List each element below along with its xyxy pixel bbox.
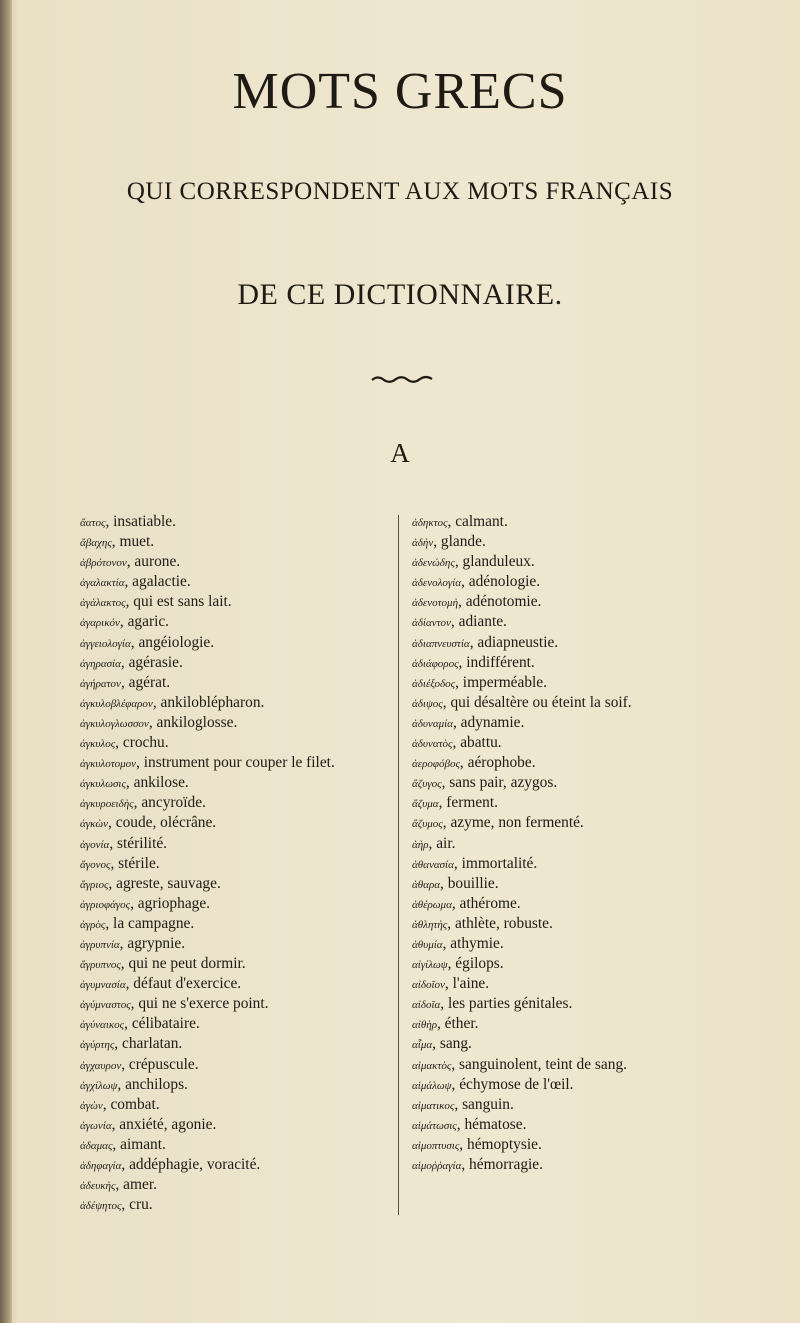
- greek-word: ἀβρότονον: [80, 557, 127, 570]
- dictionary-entry: [80, 1116, 395, 1135]
- greek-word: ἀὴρ: [412, 838, 429, 851]
- dictionary-entry: [412, 613, 757, 632]
- french-meaning: , stérile.: [110, 854, 160, 872]
- french-meaning: , défaut d'exercice.: [125, 975, 242, 993]
- dictionary-entry: [80, 774, 395, 793]
- page-subtitle-2: DE CE DICTIONNAIRE.: [237, 278, 563, 311]
- greek-word: ἀδηφαγία: [80, 1160, 122, 1172]
- greek-word: ἀγηρασία: [80, 657, 121, 670]
- french-meaning: , hémoptysie.: [459, 1135, 542, 1153]
- french-meaning: , charlatan.: [114, 1035, 183, 1053]
- dictionary-entry: [80, 1015, 395, 1034]
- greek-word: αἱμάτωσις: [412, 1119, 457, 1132]
- dictionary-entry: [80, 613, 395, 632]
- dictionary-entry: [412, 593, 757, 612]
- greek-word: ἀγρυπνία: [80, 938, 120, 951]
- french-meaning: , angéiologie.: [130, 633, 215, 651]
- dictionary-entry: [80, 573, 395, 592]
- greek-word: ἀεροφόβος: [412, 758, 460, 771]
- french-meaning: , aurone.: [126, 553, 181, 571]
- dictionary-entry: [80, 875, 395, 894]
- dictionary-entry: [80, 1096, 395, 1115]
- french-meaning: , sanguin.: [454, 1095, 514, 1113]
- dictionary-entry: [412, 573, 757, 592]
- dictionary-entry: [412, 674, 757, 693]
- french-meaning: , les parties génitales.: [440, 995, 573, 1013]
- french-meaning: , muet.: [111, 533, 155, 551]
- french-meaning: , calmant.: [447, 513, 508, 530]
- dictionary-entry: [80, 513, 395, 532]
- french-meaning: , imperméable.: [455, 673, 547, 691]
- french-meaning: , combat.: [102, 1095, 160, 1113]
- greek-word: ἀγονία: [80, 838, 110, 851]
- french-meaning: , athérome.: [451, 894, 521, 912]
- greek-word: ἀγριοφάγος: [80, 898, 131, 911]
- greek-word: ἀθλητὴς: [412, 918, 448, 931]
- dictionary-entry: [80, 855, 395, 874]
- dictionary-entry: [412, 754, 757, 773]
- french-meaning: , ferment.: [438, 794, 498, 812]
- dictionary-entry: [412, 794, 757, 813]
- dictionary-entry: [412, 1076, 757, 1095]
- dictionary-entry: [80, 814, 395, 833]
- french-meaning: , stérilité.: [109, 834, 168, 852]
- french-meaning: , immortalité.: [453, 854, 538, 872]
- french-meaning: , coude, olécrâne.: [108, 814, 217, 832]
- greek-word: ἀγύρτης: [80, 1039, 115, 1052]
- greek-word: αἱματικος: [412, 1099, 455, 1112]
- dictionary-entry: [80, 674, 395, 693]
- greek-word: ἀδευκὴς: [80, 1180, 116, 1193]
- greek-word: ἀδενοτομὴ: [412, 597, 459, 610]
- french-meaning: , agaric.: [119, 613, 170, 631]
- french-meaning: , aérophobe.: [459, 754, 536, 772]
- french-meaning: , air.: [428, 834, 456, 852]
- french-meaning: , l'aine.: [444, 975, 490, 993]
- greek-word: αἷμα: [412, 1039, 433, 1052]
- french-meaning: , la campagne.: [105, 914, 195, 932]
- dictionary-entry: [80, 895, 395, 914]
- section-letter: A: [390, 438, 410, 468]
- dictionary-entry: [412, 734, 757, 753]
- greek-word: ἀδίαντον: [412, 617, 451, 630]
- greek-word: ἀγύμναστος: [80, 999, 131, 1012]
- dictionary-entry: [412, 855, 757, 874]
- french-meaning: , athlète, robuste.: [447, 914, 553, 932]
- greek-word: αἰθὴρ: [412, 1019, 437, 1032]
- greek-word: αἱμάλωψ: [412, 1079, 452, 1092]
- dictionary-entry: [80, 714, 395, 733]
- dictionary-entry: [80, 634, 395, 653]
- greek-word: ἀγκυλοτομον: [80, 758, 137, 771]
- dictionary-entry: [412, 955, 757, 974]
- french-meaning: , hémorragie.: [461, 1156, 543, 1173]
- french-meaning: , abattu.: [452, 734, 502, 752]
- greek-word: ἄζυμος: [412, 818, 443, 831]
- french-meaning: , azyme, non fermenté.: [442, 814, 584, 832]
- greek-word: αἱμακτὸς: [412, 1059, 452, 1072]
- french-meaning: , glande.: [433, 533, 486, 551]
- greek-word: ἀδυναμία: [412, 717, 453, 730]
- french-meaning: , éther.: [436, 1015, 479, 1033]
- french-meaning: , aimant.: [112, 1135, 166, 1153]
- left-column: [80, 513, 395, 1216]
- dictionary-entry: [412, 714, 757, 733]
- french-meaning: , ankiloblépharon.: [152, 693, 265, 711]
- greek-word: ἀγχαυρον: [80, 1059, 122, 1072]
- greek-word: ἀγκυλος: [80, 738, 116, 751]
- greek-word: ἀγκυλογλωσσον: [80, 717, 149, 730]
- greek-word: ἀγυμνασία: [80, 979, 126, 992]
- dictionary-entry: [412, 1156, 757, 1175]
- french-meaning: , agalactie.: [124, 573, 191, 591]
- dictionary-entry: [80, 533, 395, 552]
- greek-word: αἱμοῤῥαγία: [412, 1160, 462, 1172]
- greek-word: ἄγρυπνος: [80, 959, 121, 972]
- greek-word: ἀγκυλοβλέφαρον: [80, 697, 153, 710]
- greek-word: ἀγκὼν: [80, 818, 109, 831]
- greek-word: ἀγχίλωψ: [80, 1079, 118, 1092]
- dictionary-entry: [80, 1196, 395, 1215]
- greek-word: ἀδέψητος: [80, 1200, 122, 1213]
- greek-word: αἱμοπτυσις: [412, 1139, 460, 1152]
- dictionary-entry: [80, 1176, 395, 1195]
- french-meaning: , qui désaltère ou éteint la soif.: [442, 693, 632, 711]
- french-meaning: , anxiété, agonie.: [111, 1115, 217, 1133]
- dictionary-entry: [412, 915, 757, 934]
- french-meaning: , sanguinolent, teint de sang.: [451, 1055, 627, 1073]
- greek-word: ἀθέρωμα: [412, 898, 452, 911]
- greek-word: ἀγάλακτος: [80, 597, 126, 610]
- dictionary-entry: [80, 955, 395, 974]
- greek-word: ἀγήρατον: [80, 677, 121, 690]
- greek-word: ἀγκυροειδὴς: [80, 798, 134, 811]
- greek-word: αἰδοῖον: [412, 979, 445, 992]
- dictionary-entry: [80, 1056, 395, 1075]
- dictionary-entry: [412, 513, 757, 532]
- greek-word: ἀδενολογία: [412, 577, 462, 590]
- page-title: MOTS GRECS: [232, 63, 568, 120]
- dictionary-entry: [80, 915, 395, 934]
- dictionary-entry: [412, 1035, 757, 1054]
- greek-word: ἄζυγος: [412, 778, 442, 791]
- dictionary-entry: [412, 533, 757, 552]
- greek-word: ἀγρὸς: [80, 918, 106, 931]
- greek-word: ἄατος: [80, 517, 106, 529]
- french-meaning: , addéphagie, voracité.: [121, 1156, 261, 1173]
- ornament-flourish: [370, 374, 434, 384]
- dictionary-entry: [412, 995, 757, 1014]
- french-meaning: , adiapneustie.: [469, 633, 559, 651]
- french-meaning: , sang.: [432, 1035, 472, 1053]
- french-meaning: , qui est sans lait.: [125, 593, 232, 611]
- dictionary-entry: [412, 1096, 757, 1115]
- greek-word: ἀθυμία: [412, 938, 443, 951]
- dictionary-entry: [80, 654, 395, 673]
- french-meaning: , agriophage.: [130, 894, 211, 912]
- french-meaning: , amer.: [115, 1176, 157, 1194]
- dictionary-entry: [412, 1056, 757, 1075]
- dictionary-entry: [412, 1116, 757, 1135]
- french-meaning: , insatiable.: [105, 513, 176, 530]
- french-meaning: , adiante.: [450, 613, 507, 631]
- french-meaning: , égilops.: [447, 955, 504, 973]
- greek-word: ἀγγειολογία: [80, 637, 131, 650]
- greek-word: ἄγονος: [80, 858, 111, 871]
- french-meaning: , agreste, sauvage.: [108, 874, 221, 892]
- dictionary-entry: [80, 1035, 395, 1054]
- french-meaning: , agérat.: [120, 673, 171, 691]
- dictionary-entry: [412, 634, 757, 653]
- french-meaning: , sans pair, azygos.: [441, 774, 558, 792]
- french-meaning: , cru.: [121, 1196, 153, 1214]
- dictionary-entry: [80, 754, 395, 773]
- french-meaning: , ancyroïde.: [133, 794, 206, 812]
- greek-word: ἀγαρικόν: [80, 617, 120, 630]
- french-meaning: , anchilops.: [117, 1075, 188, 1093]
- column-divider: [398, 515, 399, 1215]
- dictionary-entry: [412, 553, 757, 572]
- dictionary-entry: [80, 694, 395, 713]
- greek-word: ἀγύναικος: [80, 1019, 125, 1032]
- french-meaning: , adynamie.: [452, 713, 525, 731]
- greek-word: ἀγκυλωσις: [80, 778, 126, 791]
- french-meaning: , échymose de l'œil.: [451, 1075, 574, 1093]
- dictionary-entry: [412, 1015, 757, 1034]
- greek-word: ἀδηκτος: [412, 517, 448, 529]
- dictionary-entry: [80, 835, 395, 854]
- greek-word: ἀθαρα: [412, 878, 441, 891]
- french-meaning: , indifférent.: [458, 653, 535, 671]
- greek-word: αἰδοῖα: [412, 999, 441, 1012]
- greek-word: ἄζυμα: [412, 798, 439, 811]
- greek-word: ἀγωνία: [80, 1119, 112, 1132]
- greek-word: ἄγριος: [80, 878, 109, 891]
- greek-word: ἀδιαπνευστία: [412, 637, 470, 650]
- greek-word: ἀδενώδης: [412, 557, 455, 570]
- greek-word: ἀθανασία: [412, 858, 454, 871]
- greek-word: ἀγαλακτία: [80, 577, 125, 590]
- french-meaning: , ankiloglosse.: [148, 713, 238, 731]
- french-meaning: , ankilose.: [125, 774, 189, 792]
- french-meaning: , adénologie.: [461, 573, 541, 591]
- dictionary-entry: [412, 875, 757, 894]
- greek-word: αἰγίλωψ: [412, 959, 448, 972]
- dictionary-entry: [412, 774, 757, 793]
- dictionary-entry: [412, 935, 757, 954]
- french-meaning: , agrypnie.: [119, 934, 186, 952]
- dictionary-entry: [412, 814, 757, 833]
- greek-word: ἀδιέξοδος: [412, 677, 456, 690]
- dictionary-entry: [412, 835, 757, 854]
- french-meaning: , agérasie.: [120, 653, 183, 671]
- french-meaning: , glanduleux.: [454, 553, 535, 571]
- greek-word: ἀδιψος: [412, 697, 443, 710]
- dictionary-entry: [412, 1136, 757, 1155]
- dictionary-entry: [80, 995, 395, 1014]
- french-meaning: , crochu.: [115, 734, 169, 752]
- dictionary-entry: [80, 553, 395, 572]
- right-column: [412, 513, 757, 1176]
- greek-word: ἀδιάφορος: [412, 657, 459, 670]
- dictionary-entry: [80, 1076, 395, 1095]
- dictionary-entry: [80, 1156, 395, 1175]
- dictionary-entry: [80, 734, 395, 753]
- greek-word: ἀδὴν: [412, 537, 434, 550]
- dictionary-entry: [412, 694, 757, 713]
- greek-word: ἀδυνατὸς: [412, 738, 453, 751]
- dictionary-entry: [80, 935, 395, 954]
- dictionary-entry: [80, 1136, 395, 1155]
- french-meaning: , qui ne s'exerce point.: [130, 995, 269, 1013]
- greek-word: ἄβαχης: [80, 537, 112, 550]
- dictionary-entry: [412, 654, 757, 673]
- french-meaning: , athymie.: [442, 934, 504, 952]
- dictionary-entry: [80, 794, 395, 813]
- french-meaning: , bouillie.: [440, 874, 499, 892]
- french-meaning: , hématose.: [456, 1115, 527, 1133]
- french-meaning: , célibataire.: [124, 1015, 200, 1033]
- greek-word: ἀγὼν: [80, 1099, 103, 1112]
- dictionary-entry: [412, 975, 757, 994]
- page-subtitle: QUI CORRESPONDENT AUX MOTS FRANÇAIS: [126, 178, 674, 205]
- french-meaning: , adénotomie.: [458, 593, 542, 611]
- dictionary-entry: [80, 593, 395, 612]
- dictionary-entry: [80, 975, 395, 994]
- french-meaning: , qui ne peut dormir.: [120, 955, 246, 973]
- french-meaning: , crépuscule.: [121, 1055, 199, 1073]
- french-meaning: , instrument pour couper le filet.: [136, 754, 335, 772]
- dictionary-entry: [412, 895, 757, 914]
- greek-word: ἀδαμας: [80, 1139, 113, 1152]
